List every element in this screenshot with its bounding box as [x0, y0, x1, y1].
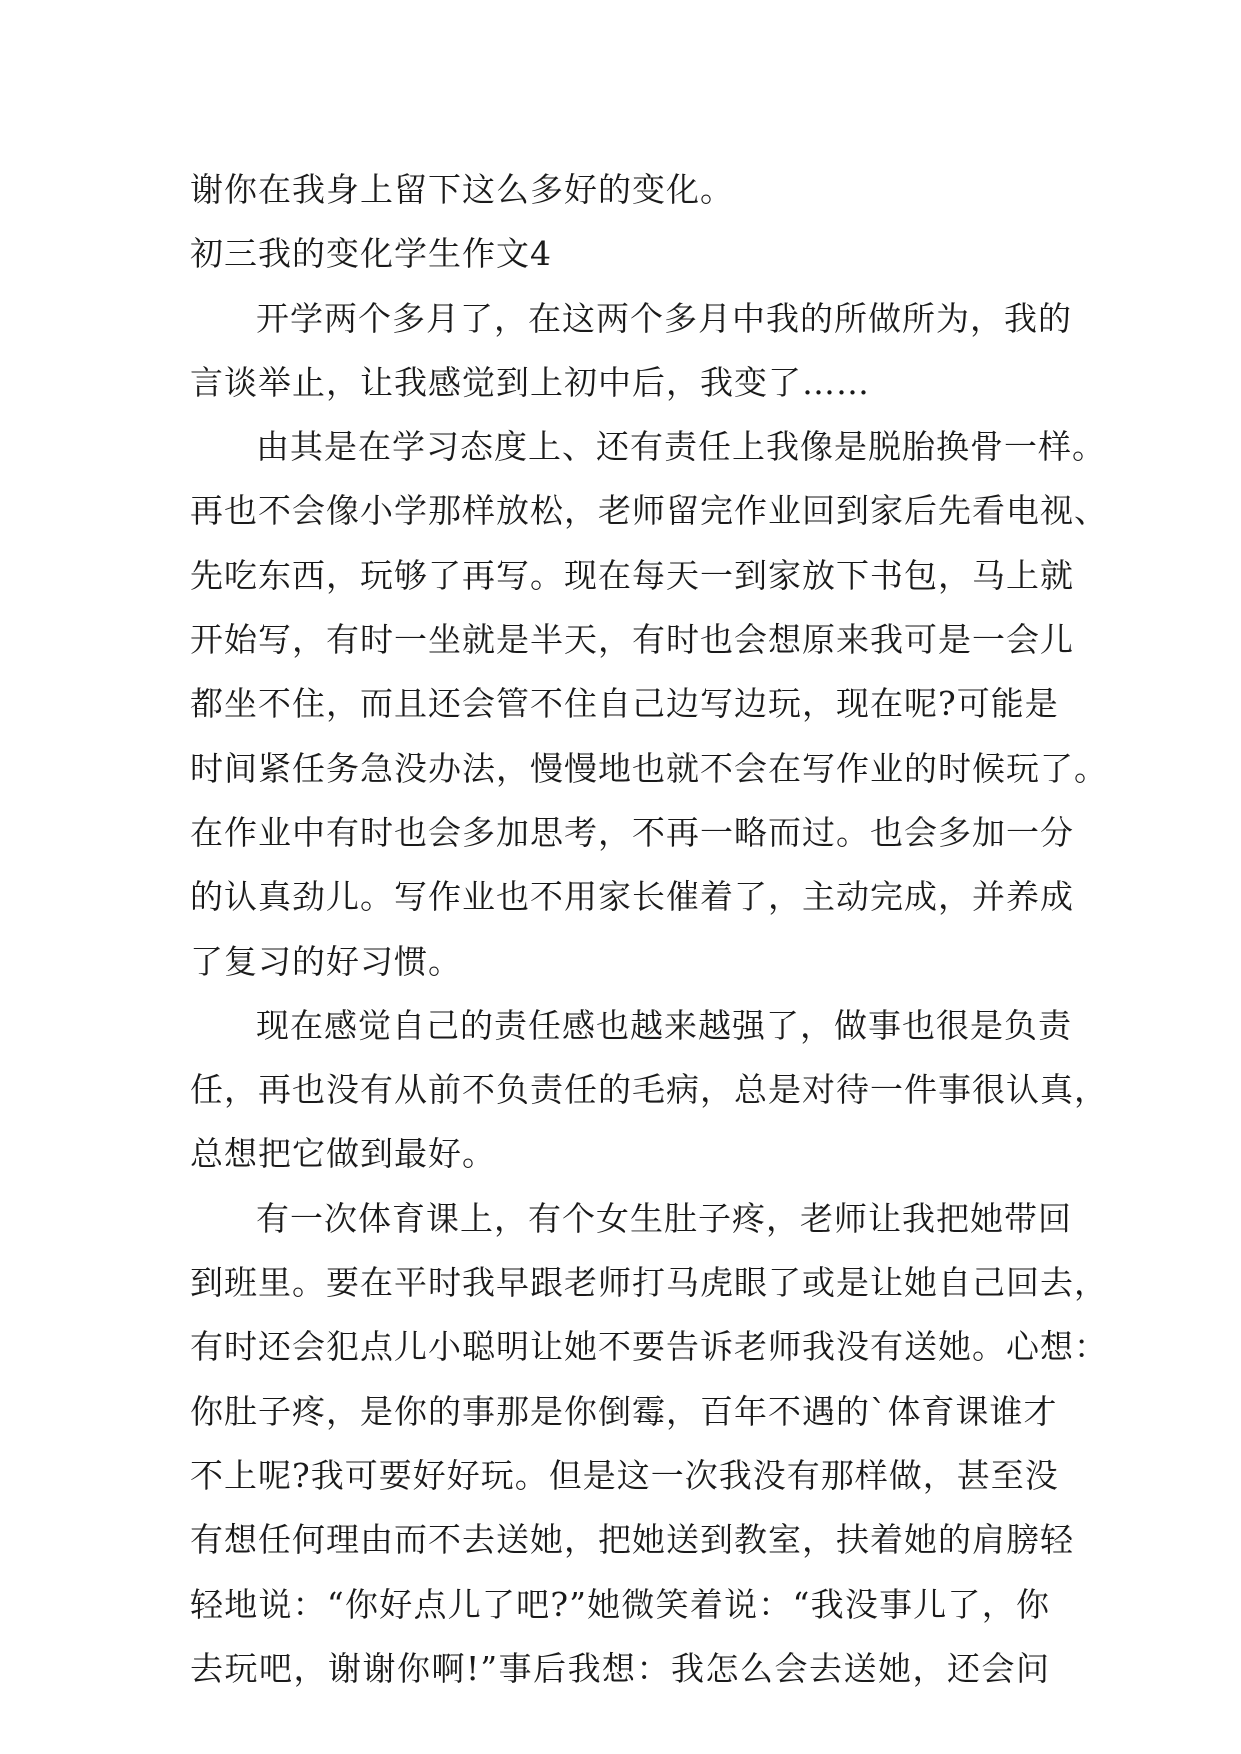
text-line: 时间紧任务急没办法，慢慢地也就不会在写作业的时候玩了。	[190, 748, 1108, 788]
text-line: 再也不会像小学那样放松，老师留完作业回到家后先看电视、	[190, 491, 1108, 531]
text-line: 有一次体育课上，有个女生肚子疼，老师让我把她带回	[256, 1198, 1072, 1238]
text-line: 现在感觉自己的责任感也越来越强了，做事也很是负责	[256, 1005, 1072, 1045]
text-line: 有想任何理由而不去送她，把她送到教室，扶着她的肩膀轻	[190, 1520, 1074, 1560]
text-line: 不上呢?我可要好好玩。但是这一次我没有那样做，甚至没	[190, 1455, 1059, 1495]
text-line: 谢你在我身上留下这么多好的变化。	[190, 170, 734, 209]
text-line: 了复习的好习惯。	[190, 941, 462, 981]
text-line: 言谈举止，让我感觉到上初中后，我变了……	[190, 362, 870, 402]
article-title: 初三我的变化学生作文4	[190, 234, 552, 274]
text-line: 到班里。要在平时我早跟老师打马虎眼了或是让她自己回去，	[190, 1263, 1108, 1303]
text-line: 在作业中有时也会多加思考，不再一略而过。也会多加一分	[190, 812, 1074, 852]
text-line: 的认真劲儿。写作业也不用家长催着了，主动完成，并养成	[190, 877, 1074, 917]
article-body	[190, 158, 1108, 1701]
text-line: 开学两个多月了，在这两个多月中我的所做所为，我的	[256, 298, 1072, 338]
text-line: 有时还会犯点儿小聪明让她不要告诉老师我没有送她。心想：	[190, 1327, 1108, 1367]
text-line: 开始写，有时一坐就是半天，有时也会想原来我可是一会儿	[190, 620, 1074, 660]
text-line: 都坐不住，而且还会管不住自己边写边玩，现在呢?可能是	[190, 684, 1059, 724]
text-line: 去玩吧，谢谢你啊!”事后我想：我怎么会去送她，还会问	[190, 1648, 1050, 1688]
text-line: 先吃东西，玩够了再写。现在每天一到家放下书包，马上就	[190, 555, 1074, 595]
text-line: 任，再也没有从前不负责任的毛病，总是对待一件事很认真，	[190, 1070, 1108, 1110]
text-line: 你肚子疼，是你的事那是你倒霉，百年不遇的`体育课谁才	[190, 1391, 1058, 1431]
text-line: 由其是在学习态度上、还有责任上我像是脱胎换骨一样。	[256, 427, 1106, 467]
text-line: 轻地说：“你好点儿了吧?”她微笑着说：“我没事儿了，你	[190, 1584, 1050, 1624]
text-line: 总想把它做到最好。	[190, 1134, 496, 1174]
